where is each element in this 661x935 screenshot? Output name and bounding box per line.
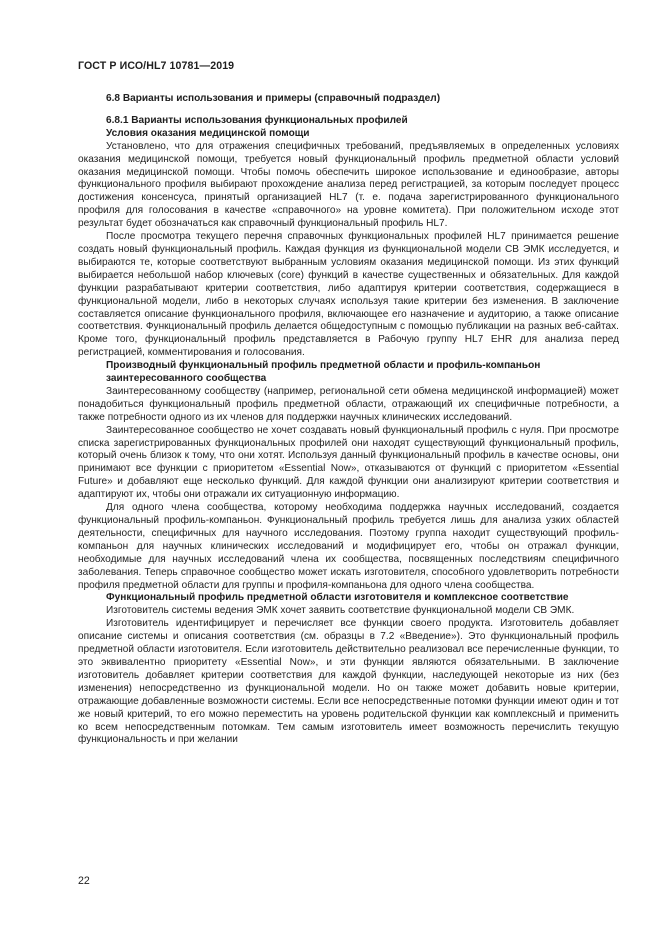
paragraph-2: После просмотра текущего перечня справочных функциональных профилей HL7 принимается решение создать новый функциональный профиль. Каждая функция из функциональной модели СВ ЭМК исследуется, и выбираются те, которые соответствуют выбранным условиям оказания медицинской помощи. Из этих функций выбирается небольшой набор ключевых (core) функций в качестве существенных и обязательных. Для каждой функции разрабатывают критерии соответствия, либо адаптируя критерии соответствия, содержащиеся в функциональной модели, либо в некоторых случаях используя такие критерии без изменения. В заключение составляется описание функционального профиля, включающее его назначение и аудиторию, а также описание соответствия. Функциональный профиль делается общедоступным с помощью публикации на разных веб-сайтах. Кроме того, функциональный профиль представляется в Рабочую группу HL7 EHR для анализа перед регистрацией, комментирования и голосования.: [78, 231, 619, 359]
subsection-title: 6.8.1 Варианты использования функциональных профилей: [106, 114, 408, 126]
heading-care-setting: Условия оказания медицинской помощи: [106, 127, 310, 139]
paragraph-4: Заинтересованное сообщество не хочет создавать новый функциональный профиль с нуля. При просмотре списка зарегистрированных функциональных профилей они находят существующий функциональный профиль, который очень близок к тому, что они хотят. Используя данный функциональный профиль в качестве основы, они принимают все функции с приоритетом «Essential Now», отказываются от функций с приоритетом «Essential Future» и добавляют еще несколько функций. Для каждой функции они анализируют критерии соответствия и адаптируют их, чтобы они отражали их ситуационную информацию.: [78, 424, 619, 501]
paragraph-1: Установлено, что для отражения специфичных требований, предъявляемых в определенных условиях оказания медицинской помощи, требуется новый функциональный профиль предметной области условий оказания медицинской помощи. Чтобы помочь обеспечить широкое использование и единообразие, авторы функционального профиля выбирают прохождение анализа перед регистрацией, за которым последует процесс достижения консенсуса, принятый организацией HL7 (т. е. подача зарегистрированного функционального профиля для голосования в качестве «справочного» на уровне комитета). При положительном исходе этот результат будет обозначаться как справочный функциональный профиль HL7.: [78, 140, 619, 230]
section-title: 6.8 Варианты использования и примеры (справочный подраздел): [106, 93, 441, 104]
paragraph-6: Изготовитель системы ведения ЭМК хочет заявить соответствие функциональной модели СВ ЭМК.: [106, 605, 575, 617]
document-header: ГОСТ Р ИСО/HL7 10781—2019: [78, 60, 235, 72]
paragraph-3: Заинтересованному сообществу (например, региональной сети обмена медицинской информацией) может понадобиться функциональный профиль предметной области, отражающий их специфичные потребности, а также потребности одного из их членов для поддержки научных клинических исследований.: [78, 385, 619, 423]
heading-vendor-profile: Функциональный профиль предметной области изготовителя и комплексное соответствие: [106, 592, 569, 604]
paragraph-5: Для одного члена сообщества, которому необходима поддержка научных исследований, создается функциональный профиль-компаньон. Функциональный профиль требуется лишь для анализа узких областей деятельности, специфичных для научного исследования. Поэтому группа находит существующий профиль-компаньон для научных клинических исследований и модифицирует его, чтобы он отражал функции, необходимые для научных исследований члена их сообщества, посвященных последствиям специфичного заболевания. Теперь справочное сообщество может искать изготовителя, способного удовлетворить потребности профиля предметной области для группы и профиля-компаньона для одного члена сообщества.: [78, 502, 619, 591]
main-content: [78, 93, 619, 747]
paragraph-7: Изготовитель идентифицирует и перечисляет все функции своего продукта. Изготовитель добавляет описание системы и описания соответствия (см. образцы в 7.2 «Введение»). Это функциональный профиль предметной области изготовителя. Если изготовитель действительно реализовал все перечисленные функции, то это эквивалентно приоритету «Essential Now», и эти функции являются обязательными. В заключение изготовитель добавляет критерии соответствия для каждой функции, наследующей некоторые из них (без изменения) непосредственно из функциональной модели. Но он также может добавить новые критерии, отражающие добавленные возможности системы. Если все непосредственные потомки функции имеют один и тот же новый критерий, то его можно переместить на уровень родительской функции как комплексный и применить ко всем непосредственным потомкам. Тем самым изготовитель имеет возможность перечислить текущую функциональность и при желании: [78, 618, 619, 746]
page-number: 22: [78, 875, 90, 887]
heading-derived-profile: Производный функциональный профиль предметной области и профиль-компаньон заинтересованного сообщества: [106, 360, 541, 385]
